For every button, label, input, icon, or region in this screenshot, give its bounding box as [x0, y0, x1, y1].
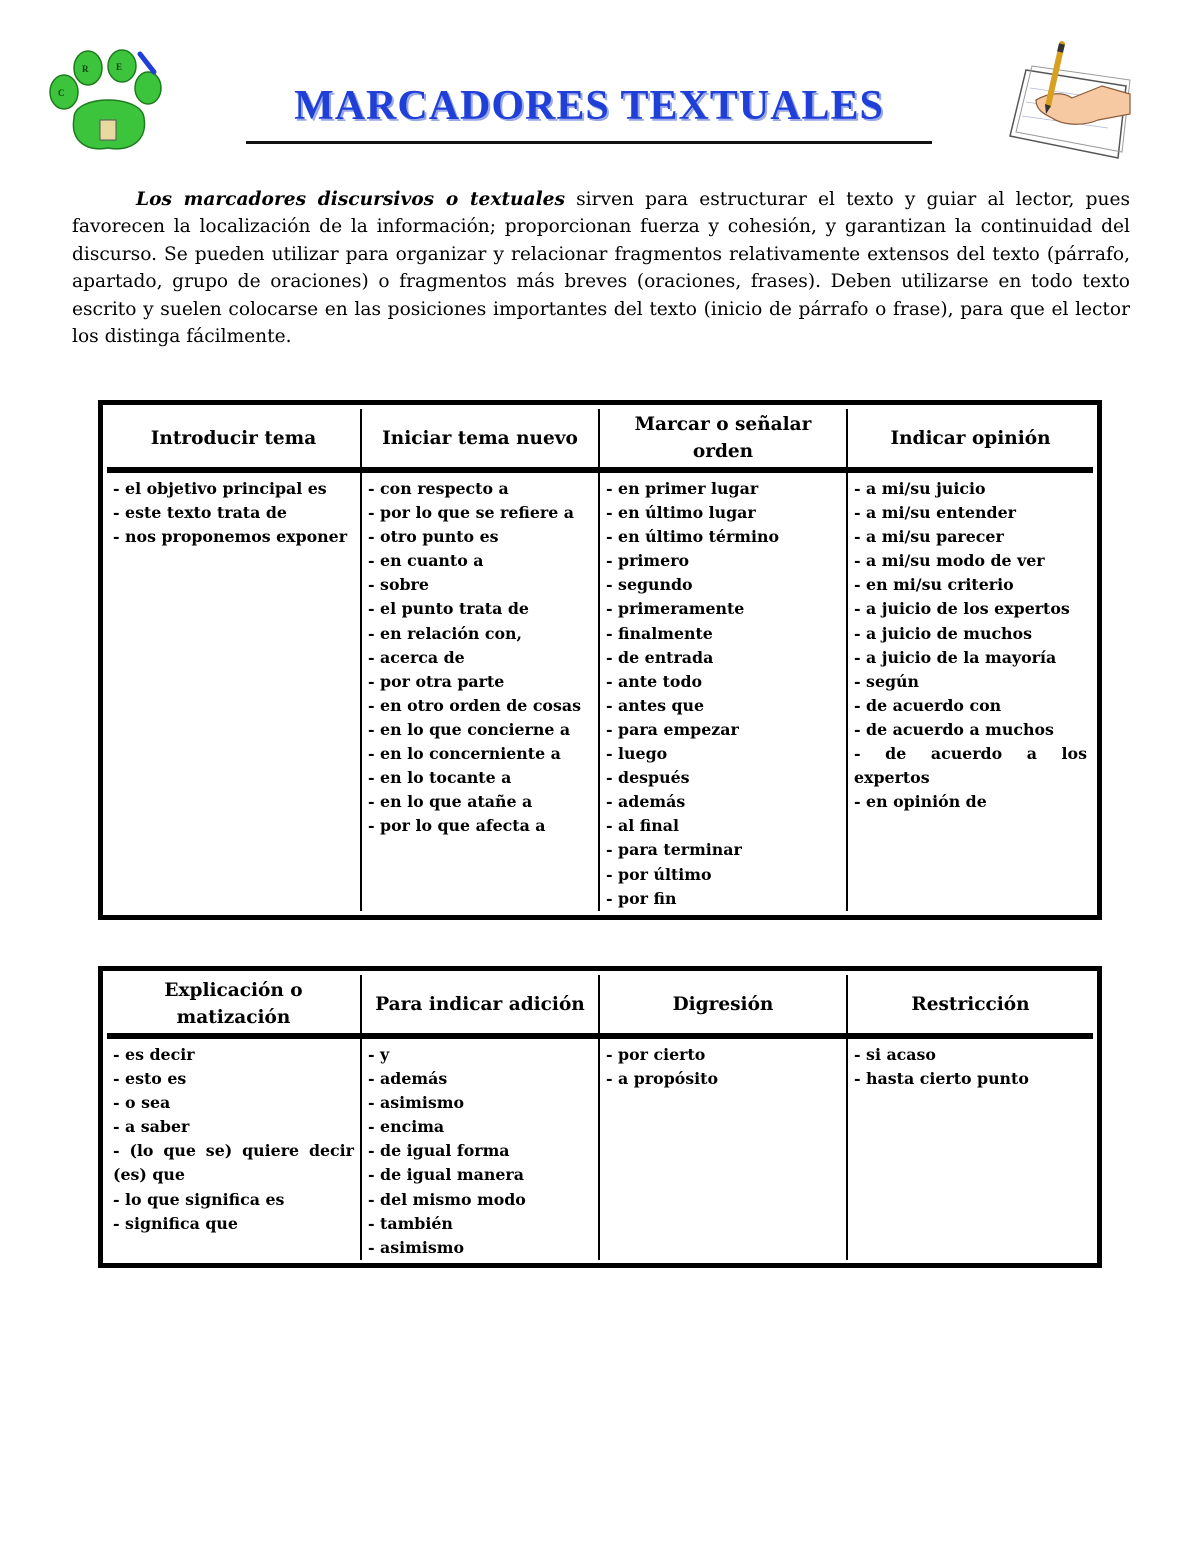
list-item: - primeramente: [606, 599, 745, 619]
list-item: - en cuanto a: [368, 551, 484, 571]
list-item: - si acaso: [854, 1045, 936, 1064]
header-explicacion: Explicación o matización: [107, 975, 361, 1036]
list-item: - en lo que atañe a: [368, 792, 533, 812]
list-item: - en opinión de: [854, 792, 987, 812]
list-item: - por lo que afecta a: [368, 816, 546, 836]
logo-letter-c: C: [58, 88, 65, 98]
list-item: - en lo tocante a: [368, 768, 512, 788]
list-item: - por fin: [606, 888, 677, 908]
list-item: - antes que: [606, 695, 705, 715]
markers-table-2: [98, 966, 1102, 1268]
list-item: - para empezar: [606, 719, 739, 739]
markers-table-1-grid: [107, 409, 1093, 911]
table-header-row: [107, 975, 1093, 1036]
page-title: MARCADORES TEXTUALES: [294, 83, 884, 129]
list-item: - en mi/su criterio: [854, 575, 1014, 595]
writing-hand-icon: [1006, 40, 1134, 162]
list-item: - el punto trata de: [368, 599, 529, 619]
header-marcar-orden: Marcar o señalar orden: [599, 409, 847, 470]
list-item: - por lo que se refiere a: [368, 503, 575, 523]
markers-table-1: [98, 400, 1102, 920]
intro-lead-italic: Los marcadores discursivos o textuales: [136, 189, 565, 210]
list-item: - es decir: [113, 1045, 195, 1064]
cell-adicion: [361, 1036, 599, 1260]
list-item: - en último término: [606, 527, 780, 547]
header-introducir-tema: Introducir tema: [107, 409, 361, 470]
header-restriccion: Restricción: [847, 975, 1093, 1036]
list-item: - en otro orden de cosas: [368, 695, 581, 715]
cell-indicar-opinion: [847, 470, 1093, 911]
list-item: - después: [606, 768, 690, 788]
list-item: - otro punto es: [368, 527, 499, 547]
list-item: - finalmente: [606, 623, 713, 643]
header-indicar-opinion: Indicar opinión: [847, 409, 1093, 470]
header-adicion: Para indicar adición: [361, 975, 599, 1036]
list-item: - de igual manera: [368, 1165, 524, 1185]
list-item: - sobre: [368, 575, 429, 595]
list-item: - de acuerdo a los expertos: [854, 744, 1087, 788]
list-item: - (lo que se) quiere decir (es) que: [113, 1141, 354, 1185]
list-item: - luego: [606, 744, 668, 764]
list-item: - para terminar: [606, 840, 742, 860]
table-header-row: [107, 409, 1093, 470]
list-item: - asimismo: [368, 1237, 465, 1257]
page-header: [0, 0, 1200, 170]
list-item: - del mismo modo: [368, 1189, 526, 1209]
cell-introducir-tema: [107, 470, 361, 911]
list-item: - a mi/su entender: [854, 503, 1016, 523]
intro-body: sirven para estructurar el texto y guiar al lector, pues favorecen la localización de la información; proporcionan fuerza y cohesión, y garantizan la continuidad del discurso. Se pueden utilizar para organizar y relacionar fragmentos relativamente extensos del texto (párrafo, apartado, grupo de oraciones) o fragmentos más breves (oraciones, frases). Deben utilizarse en todo texto escrito y suelen colocarse en las posiciones importantes del texto (inicio de párrafo o frase), para que el lector los distinga fácilmente.: [72, 189, 1130, 348]
list-item: - según: [854, 671, 920, 691]
list-item: - nos proponemos exponer: [113, 527, 348, 547]
list-item: - a juicio de la mayoría: [854, 647, 1057, 667]
paw-logo-icon: [44, 48, 172, 160]
list-item: - en lo concerniente a: [368, 744, 561, 764]
cell-restriccion: [847, 1036, 1093, 1260]
list-item: - de acuerdo con: [854, 695, 1002, 715]
list-item: - en lo que concierne a: [368, 719, 571, 739]
table-row: [107, 470, 1093, 911]
list-item: - primero: [606, 551, 690, 571]
list-item: - a juicio de los expertos: [854, 599, 1070, 619]
list-item: - o sea: [113, 1093, 171, 1113]
intro-paragraph: [72, 186, 1130, 350]
list-item: - el objetivo principal es: [113, 479, 327, 498]
cell-marcar-orden: [599, 470, 847, 911]
list-item: - en último lugar: [606, 503, 756, 523]
list-item: - asimismo: [368, 1093, 465, 1113]
list-item: - de igual forma: [368, 1141, 510, 1161]
list-item: - por otra parte: [368, 671, 505, 691]
list-item: - significa que: [113, 1213, 238, 1233]
list-item: - este texto trata de: [113, 503, 287, 523]
cell-explicacion: [107, 1036, 361, 1260]
list-item: - en relación con,: [368, 623, 522, 643]
header-iniciar-tema-nuevo: Iniciar tema nuevo: [361, 409, 599, 470]
markers-table-2-grid: [107, 975, 1093, 1260]
list-item: - de acuerdo a muchos: [854, 719, 1054, 739]
list-item: - encima: [368, 1117, 445, 1137]
list-item: - por cierto: [606, 1045, 706, 1064]
list-item: - acerca de: [368, 647, 465, 667]
list-item: - a mi/su modo de ver: [854, 551, 1045, 571]
list-item: - además: [606, 792, 686, 812]
list-item: - lo que significa es: [113, 1189, 285, 1209]
list-item: - de entrada: [606, 647, 714, 667]
title-underline: [246, 141, 932, 144]
list-item: - esto es: [113, 1069, 187, 1089]
svg-text:E: E: [116, 62, 123, 72]
header-digresion: Digresión: [599, 975, 847, 1036]
list-item: - a mi/su parecer: [854, 527, 1004, 547]
list-item: - también: [368, 1213, 453, 1233]
list-item: - además: [368, 1069, 448, 1089]
list-item: - ante todo: [606, 671, 703, 691]
list-item: - con respecto a: [368, 479, 509, 498]
list-item: - a mi/su juicio: [854, 479, 986, 498]
list-item: - hasta cierto punto: [854, 1069, 1029, 1089]
list-item: - por último: [606, 864, 712, 884]
list-item: - al final: [606, 816, 679, 836]
list-item: - a propósito: [606, 1069, 719, 1089]
list-item: - a juicio de muchos: [854, 623, 1032, 643]
list-item: - a saber: [113, 1117, 190, 1137]
list-item: - en primer lugar: [606, 479, 759, 498]
svg-text:R: R: [82, 64, 89, 74]
list-item: - y: [368, 1045, 390, 1064]
cell-digresion: [599, 1036, 847, 1260]
cell-iniciar-tema-nuevo: [361, 470, 599, 911]
list-item: - segundo: [606, 575, 693, 595]
table-row: [107, 1036, 1093, 1260]
